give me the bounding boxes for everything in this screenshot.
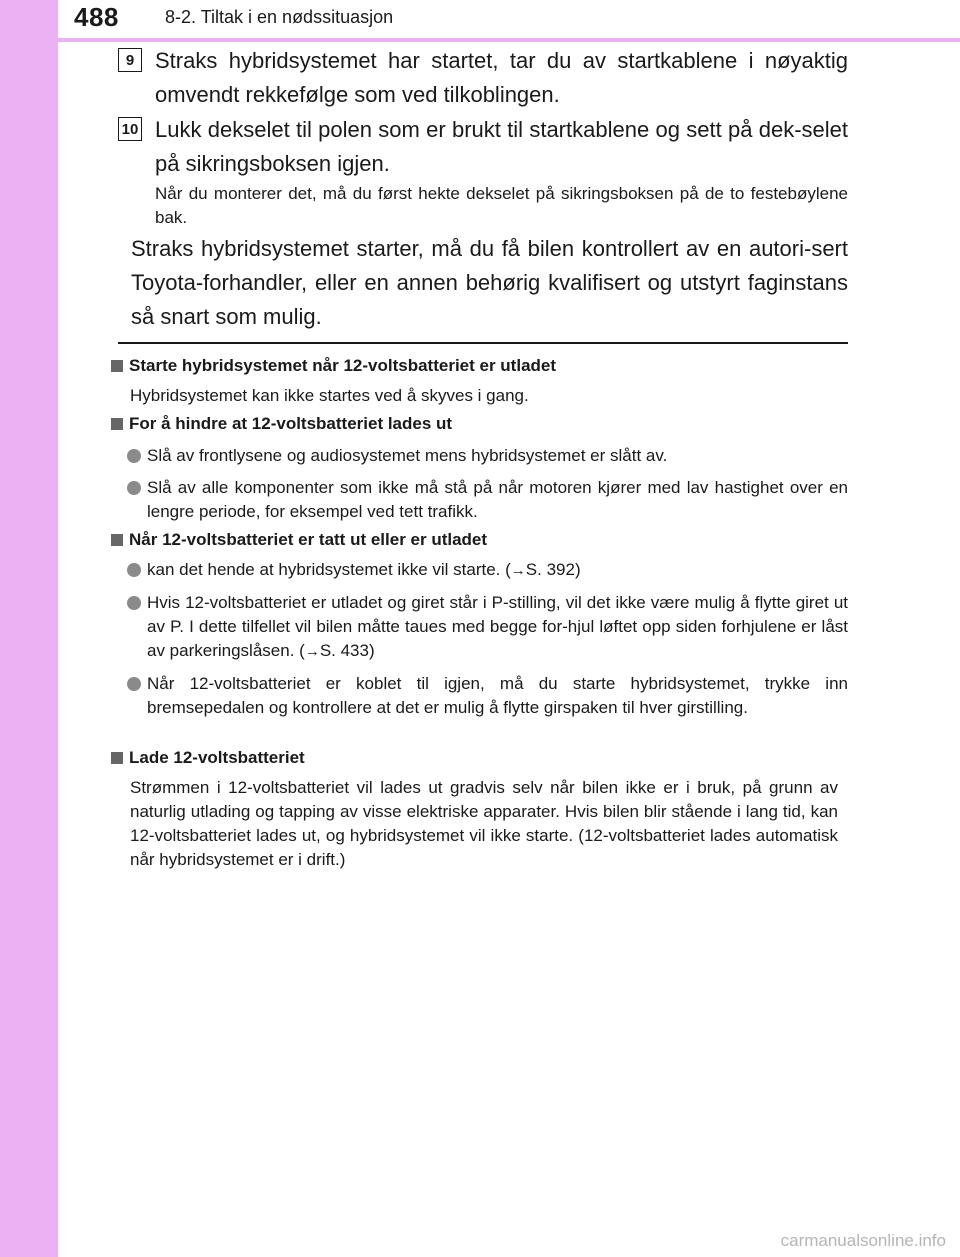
watermark: carmanualsonline.info <box>780 1231 946 1250</box>
list-item: Hvis 12-voltsbatteriet er utladet og giret står i P-stilling, vil det ikke være mulig å flytte giret ut av P. I dette tilfellet vil bilen måtte taues med begge for-hjul løftet opp siden forhjulene er låst av parkeringslåsen. (→S. 433) <box>127 591 848 664</box>
page-reference[interactable]: S. 433) <box>319 641 375 660</box>
info-heading: Starte hybridsystemet når 12-voltsbatteriet er utladet <box>129 356 557 375</box>
list-item: Slå av frontlysene og audiosystemet mens hybridsystemet er slått av. <box>127 444 848 468</box>
round-bullet-icon <box>127 449 141 463</box>
step-number-box: 10 <box>118 117 142 141</box>
info-heading: Når 12-voltsbatteriet er tatt ut eller er utladet <box>129 530 488 549</box>
round-bullet-icon <box>127 596 141 610</box>
step-10 <box>118 113 848 181</box>
arrow-right-icon: → <box>510 562 526 579</box>
square-bullet-icon <box>111 752 123 764</box>
page-header <box>0 0 960 38</box>
list-item: kan det hende at hybridsystemet ikke vil starte. (→S. 392) <box>127 558 848 583</box>
info-section-prevent <box>111 412 848 524</box>
square-bullet-icon <box>111 418 123 430</box>
round-bullet-icon <box>127 563 141 577</box>
header-rule <box>58 38 960 42</box>
list-item: Når 12-voltsbatteriet er koblet til igjen, må du starte hybridsystemet, trykke inn bremsepedalen og kontrollere at det er mulig å flytte girspaken til hver girstilling. <box>127 672 848 720</box>
list-item: Slå av alle komponenter som ikke må stå på når motoren kjører med lav hastighet over en lengre periode, for eksempel ved tett trafikk. <box>127 476 848 524</box>
step-text: Lukk dekselet til polen som er brukt til startkablene og sett på dek-selet på sikringsboksen igjen. <box>155 117 848 176</box>
info-heading: For å hindre at 12-voltsbatteriet lades ut <box>129 414 453 433</box>
service-paragraph: Straks hybridsystemet starter, må du få bilen kontrollert av en autori-sert Toyota-forhandler, eller en annen behørig kvalifisert og utstyrt faginstans så snart som mulig. <box>131 236 848 329</box>
info-section-start <box>111 354 848 408</box>
chapter-sidebar <box>0 0 58 1257</box>
round-bullet-icon <box>127 677 141 691</box>
section-divider <box>118 342 848 344</box>
step-text: Straks hybridsystemet har startet, tar du av startkablene i nøyaktig omvendt rekkefølge som ved tilkoblingen. <box>155 48 848 107</box>
section-title: 8-2. Tiltak i en nødssituasjon <box>165 7 394 27</box>
round-bullet-icon <box>127 481 141 495</box>
arrow-right-icon: → <box>304 643 320 660</box>
page-number: 488 <box>74 2 119 32</box>
info-body: Hybridsystemet kan ikke startes ved å skyves i gang. <box>130 386 529 405</box>
info-heading: Lade 12-voltsbatteriet <box>129 748 305 767</box>
info-body: Strømmen i 12-voltsbatteriet vil lades ut gradvis selv når bilen ikke er i bruk, på grunn av naturlig utlading og tapping av visse elektriske apparater. Hvis bilen blir stående i lang tid, kan 12-voltsbatteriet lades ut, og hybridsystemet vil ikke starte. (12-voltsbatteriet lades automatisk når hybridsystemet er i drift.) <box>130 778 838 869</box>
mounting-note: Når du monterer det, må du først hekte dekselet på sikringsboksen på de to festebøylene bak. <box>155 184 848 227</box>
step-9 <box>118 44 848 112</box>
info-section-removed <box>111 528 848 720</box>
info-section-charge <box>111 746 848 872</box>
square-bullet-icon <box>111 360 123 372</box>
square-bullet-icon <box>111 534 123 546</box>
step-number-box: 9 <box>118 48 142 72</box>
page-reference[interactable]: S. 392) <box>525 560 581 579</box>
